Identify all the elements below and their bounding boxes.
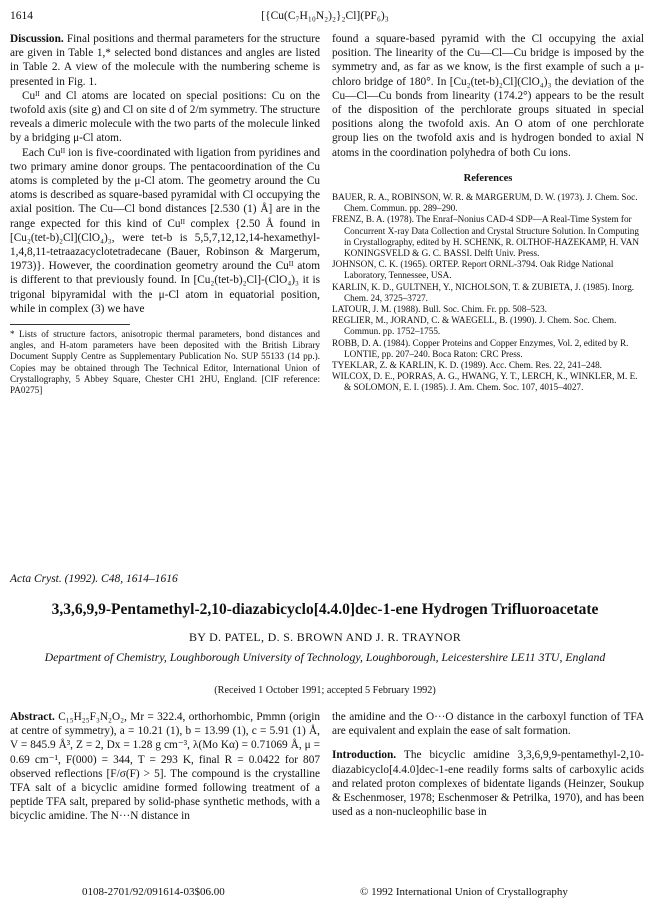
- running-title: [{Cu(C₇H₁₀N₂)₂}₂Cl](PF₆)₃: [261, 10, 389, 22]
- copyright-notice: © 1992 International Union of Crystallography: [360, 886, 568, 898]
- special-positions-paragraph: Cuᴵᴵ and Cl atoms are located on special positions: Cu on the twofold axis (site g) and Cl on site d of 2/m symmetry. The structure reveals a dimeric molecule with the two parts of the molecule linked by a bridging μ-Cl atom.: [10, 89, 320, 145]
- publication-code: 0108-2701/92/091614-03$06.00: [82, 886, 225, 898]
- abstract-heading: Abstract.: [10, 711, 55, 723]
- intro-column: [332, 710, 644, 819]
- introduction-paragraph: [332, 748, 644, 819]
- reference-item: ROBB, D. A. (1984). Copper Proteins and Copper Enzymes, Vol. 2, edited by R. LONTIE, pp. 207–240. Boca Raton: CRC Press.: [332, 337, 629, 359]
- journal-citation: Acta Cryst. (1992). C48, 1614–1616: [10, 573, 178, 585]
- right-column: [332, 32, 644, 394]
- footnote-divider: [10, 324, 130, 325]
- reference-item: TYEKLAR, Z. & KARLIN, K. D. (1989). Acc. Chem. Res. 22, 241–248.: [332, 360, 602, 371]
- reference-item: JOHNSON, C. K. (1965). ORTEP. Report ORNL-3794. Oak Ridge National Laboratory, Tennessee, USA.: [332, 259, 614, 281]
- bridge-paragraph: found a square-based pyramid with the Cl occupying the axial position. The linearity of the Cu—Cl—Cu bridge is imposed by the symmetry and, as far as we know, is the first example of such a μ-chloro bridge of 180°. In [Cu₂(tet-b)₂Cl](ClO₄)₃ the deviation of the Cu—Cl—Cu bonds from linearity (174.2°) appears to be the result of the disposition of the perchlorate groups situated in special positions along the twofold axis. An O atom of one perchlorate group lies on the twofold axis and is hydrogen bonded to axial N atoms in the coordination polyhedra of both Cu ions.: [332, 33, 644, 159]
- received-dates: (Received 1 October 1991; accepted 5 February 1992): [214, 685, 436, 696]
- discussion-text: Final positions and thermal parameters for the structure are given in Table 1,* selected bond distances and angles are listed in Table 2. A view of the molecule with the numbering scheme is presented in Fig. 1.: [10, 33, 321, 88]
- reference-item: LATOUR, J. M. (1988). Bull. Soc. Chim. Fr. pp. 508–523.: [332, 304, 547, 315]
- article-title: 3,3,6,9,9-Pentamethyl-2,10-diazabicyclo[4.4.0]dec-1-ene Hydrogen Trifluoroacetate: [51, 601, 599, 618]
- discussion-heading: Discussion.: [10, 33, 64, 45]
- reference-item: KARLIN, K. D., GULTNEH, Y., NICHOLSON, T. & ZUBIETA, J. (1985). Inorg. Chem. 24, 3725–3727.: [332, 281, 635, 303]
- reference-item: FRENZ, B. A. (1978). The Enraf–Nonius CAD-4 SDP—A Real-Time System for Concurrent X-ray Data Collection and Crystal Structure Solution. In Computing in Crystallography, edited by H. SCHENK, R. OLTHOF-HAZEKAMP, H. VAN KONINGSVELD & G. C. BASSI. Delft Univ. Press.: [332, 214, 640, 259]
- introduction-heading: Introduction.: [332, 749, 397, 762]
- page-number: 1614: [10, 10, 33, 22]
- abstract-text: C₁₅H₂₅F₃N₂O₂, Mr = 322.4, orthorhombic, Pmmn (origin at centre of symmetry), a = 10.21 (1), b = 13.99 (1), c = 5.91 (1) Å, V = 845.9 Å³, Z = 2, Dx = 1.28 g cm⁻³, λ(Mo Kα) = 0.71069 Å, μ = 0.69 cm⁻¹, F(000) = 344, T = 293 K, final R = 0.0422 for 807 observed reflections [F/σ(F) > 5]. The compound is the crystalline TFA salt of a bicyclic amidine formed following treatment of a peptide TFA salt, prepared by solid-phase synthetic methods, with a bicyclic amidine. The N···N distance in: [10, 711, 321, 823]
- author-affiliation: Department of Chemistry, Loughborough University of Technology, Loughborough, Leicestershire LE11 3TU, England: [44, 650, 606, 664]
- reference-list: [332, 192, 644, 394]
- abstract-paragraph: [10, 710, 320, 824]
- running-header: [10, 10, 640, 28]
- coordination-paragraph: Each Cuᴵᴵ ion is five-coordinated with ligation from pyridines and two primary amine donor groups. The pentacoordination of the Cu atoms is completed by the μ-Cl atom. The geometry around the Cu atoms is described as square-based pyramidal with Cl occupying the axial position. The Cu—Cl bond distances [2.530 (1) Å] are in the range expected for this kind of Cuᴵᴵ complex {2.50 Å found in [Cu₂(tet-b)₂Cl](ClO₄)₃, were tet-b is 5,5,7,12,12,14-hexamethyl-1,4,8,11-tetraazacyclotetradecane (Bauer, Robinson & Margerum, 1973)}. However, the coordination geometry around the Cuᴵᴵ atom is different to that previously found. In [Cu₂(tet-b)₂Cl]-(ClO₄)₃ it is trigonal bipyramidal with the μ-Cl atom in equatorial position, while in complex (3) we have: [10, 146, 320, 315]
- reference-item: REGLIER, M., JORAND, C. & WAEGELL, B. (1990). J. Chem. Soc. Chem. Commun. pp. 1752–1755.: [332, 315, 617, 337]
- abstract-continuation: the amidine and the O···O distance in the carboxyl function of TFA are equivalent and explain the ease of salt formation.: [332, 711, 644, 738]
- deposition-footnote: * Lists of structure factors, anisotropic thermal parameters, bond distances and angles, and H-atom parameters have been deposited with the British Library Document Supply Centre as Supplementary Publication No. SUP 55133 (14 pp.). Copies may be obtained through The Technical Editor, International Union of Crystallography, 5 Abbey Square, Chester CH1 2HU, England. [CIF reference: PA0275]: [10, 329, 320, 396]
- reference-item: BAUER, R. A., ROBINSON, W. R. & MARGERUM, D. W. (1973). J. Chem. Soc. Chem. Commun. pp. 289–290.: [332, 192, 638, 214]
- introduction-text: The bicyclic amidine 3,3,6,9,9-pentamethyl-2,10-diazabicyclo[4.4.0]dec-1-ene readily forms salts of carboxylic acids and related proton complexes of bidentate ligands (Heinzer, Soukup & Eschenmoser, 1978; Eschenmoser & Petrilka, 1970), and has been used as a non-nucleophilic base in: [332, 749, 644, 819]
- references-heading: References: [463, 172, 513, 184]
- discussion-paragraph: [10, 32, 320, 89]
- left-column: [10, 32, 320, 396]
- reference-item: WILCOX, D. E., PORRAS, A. G., HWANG, Y. T., LERCH, K., WINKLER, M. E. & SOLOMON, E. I. (1985). J. Am. Chem. Soc. 107, 4015–4027.: [332, 371, 638, 393]
- article-authors: BY D. PATEL, D. S. BROWN AND J. R. TRAYNOR: [188, 630, 462, 644]
- abstract-column: [10, 710, 320, 824]
